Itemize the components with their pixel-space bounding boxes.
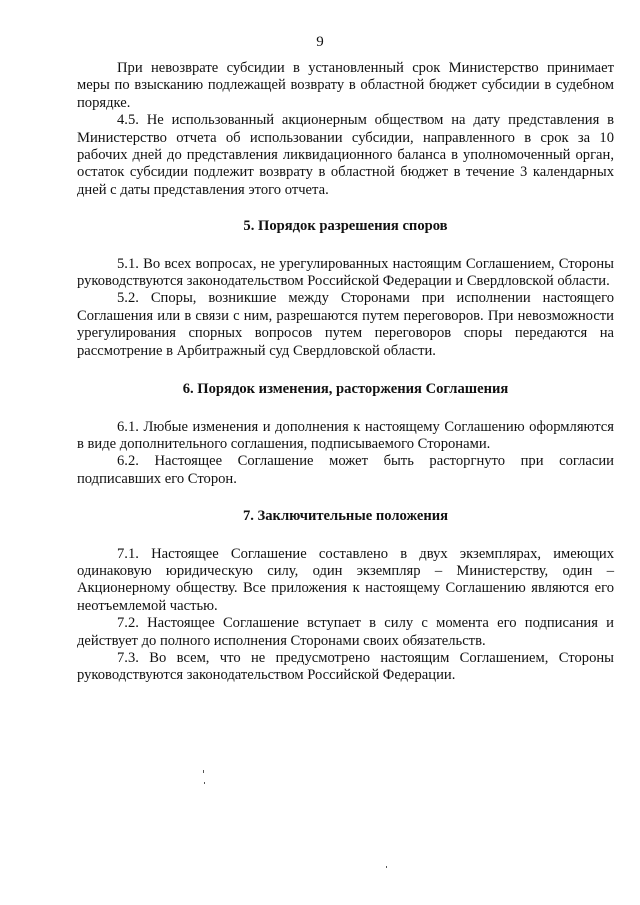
paragraph-6-1: 6.1. Любые изменения и дополнения к настоящему Соглашению оформляются в виде дополнительного соглашения, подписываемого Сторонами. xyxy=(77,418,614,452)
paragraph-5-1: 5.1. Во всех вопросах, не урегулированных настоящим Соглашением, Стороны руководствуются законодательством Российской Федерации и Свердловской области. xyxy=(77,255,614,290)
document-body xyxy=(77,60,614,685)
section-6-heading: 6. Порядок изменения, расторжения Соглашения xyxy=(182,381,509,398)
paragraph-7-3: 7.3. Во всем, что не предусмотрено настоящим Соглашением, Стороны руководствуются законодательством Российской Федерации. xyxy=(77,649,614,684)
paragraph-5-2: 5.2. Споры, возникшие между Сторонами при исполнении настоящего Соглашения или в связи с ним, разрешаются путем переговоров. При невозможности урегулирования спорных вопросов путем переговоров споры передаются на рассмотрение в Арбитражный суд Свердловской области. xyxy=(77,290,614,359)
section-7-heading: 7. Заключительные положения xyxy=(242,508,449,525)
paragraph-6-2: 6.2. Настоящее Соглашение может быть расторгнуто при согласии подписавших его Сторон. xyxy=(77,453,614,487)
page-number: 9 xyxy=(316,34,324,50)
paragraph-4-4-continuation: При невозврате субсидии в установленный срок Министерство принимает меры по взысканию подлежащей возврату в областной бюджет субсидии в судебном порядке. xyxy=(77,60,614,111)
section-5-heading: 5. Порядок разрешения споров xyxy=(243,218,448,235)
paragraph-4-5: 4.5. Не использованный акционерным обществом на дату представления в Министерство отчета об использовании субсидии, направленного в срок за 10 рабочих дней до представления ликвидационного баланса в уполномоченный орган, остаток субсидии подлежит возврату в областной бюджет в течение 3 календарных дней с даты представления этого отчета. xyxy=(77,112,614,198)
paragraph-7-2: 7.2. Настоящее Соглашение вступает в силу с момента его подписания и действует до полного исполнения Сторонами своих обязательств. xyxy=(77,615,614,649)
scan-artifact-mark xyxy=(203,770,204,773)
paragraph-7-1: 7.1. Настоящее Соглашение составлено в двух экземплярах, имеющих одинаковую юридическую силу, один экземпляр – Министерству, один – Акционерному обществу. Все приложения к настоящему Соглашению являются его неотъемлемой частью. xyxy=(77,545,614,614)
scan-artifact-mark xyxy=(204,782,205,784)
scan-artifact-mark xyxy=(386,866,387,868)
